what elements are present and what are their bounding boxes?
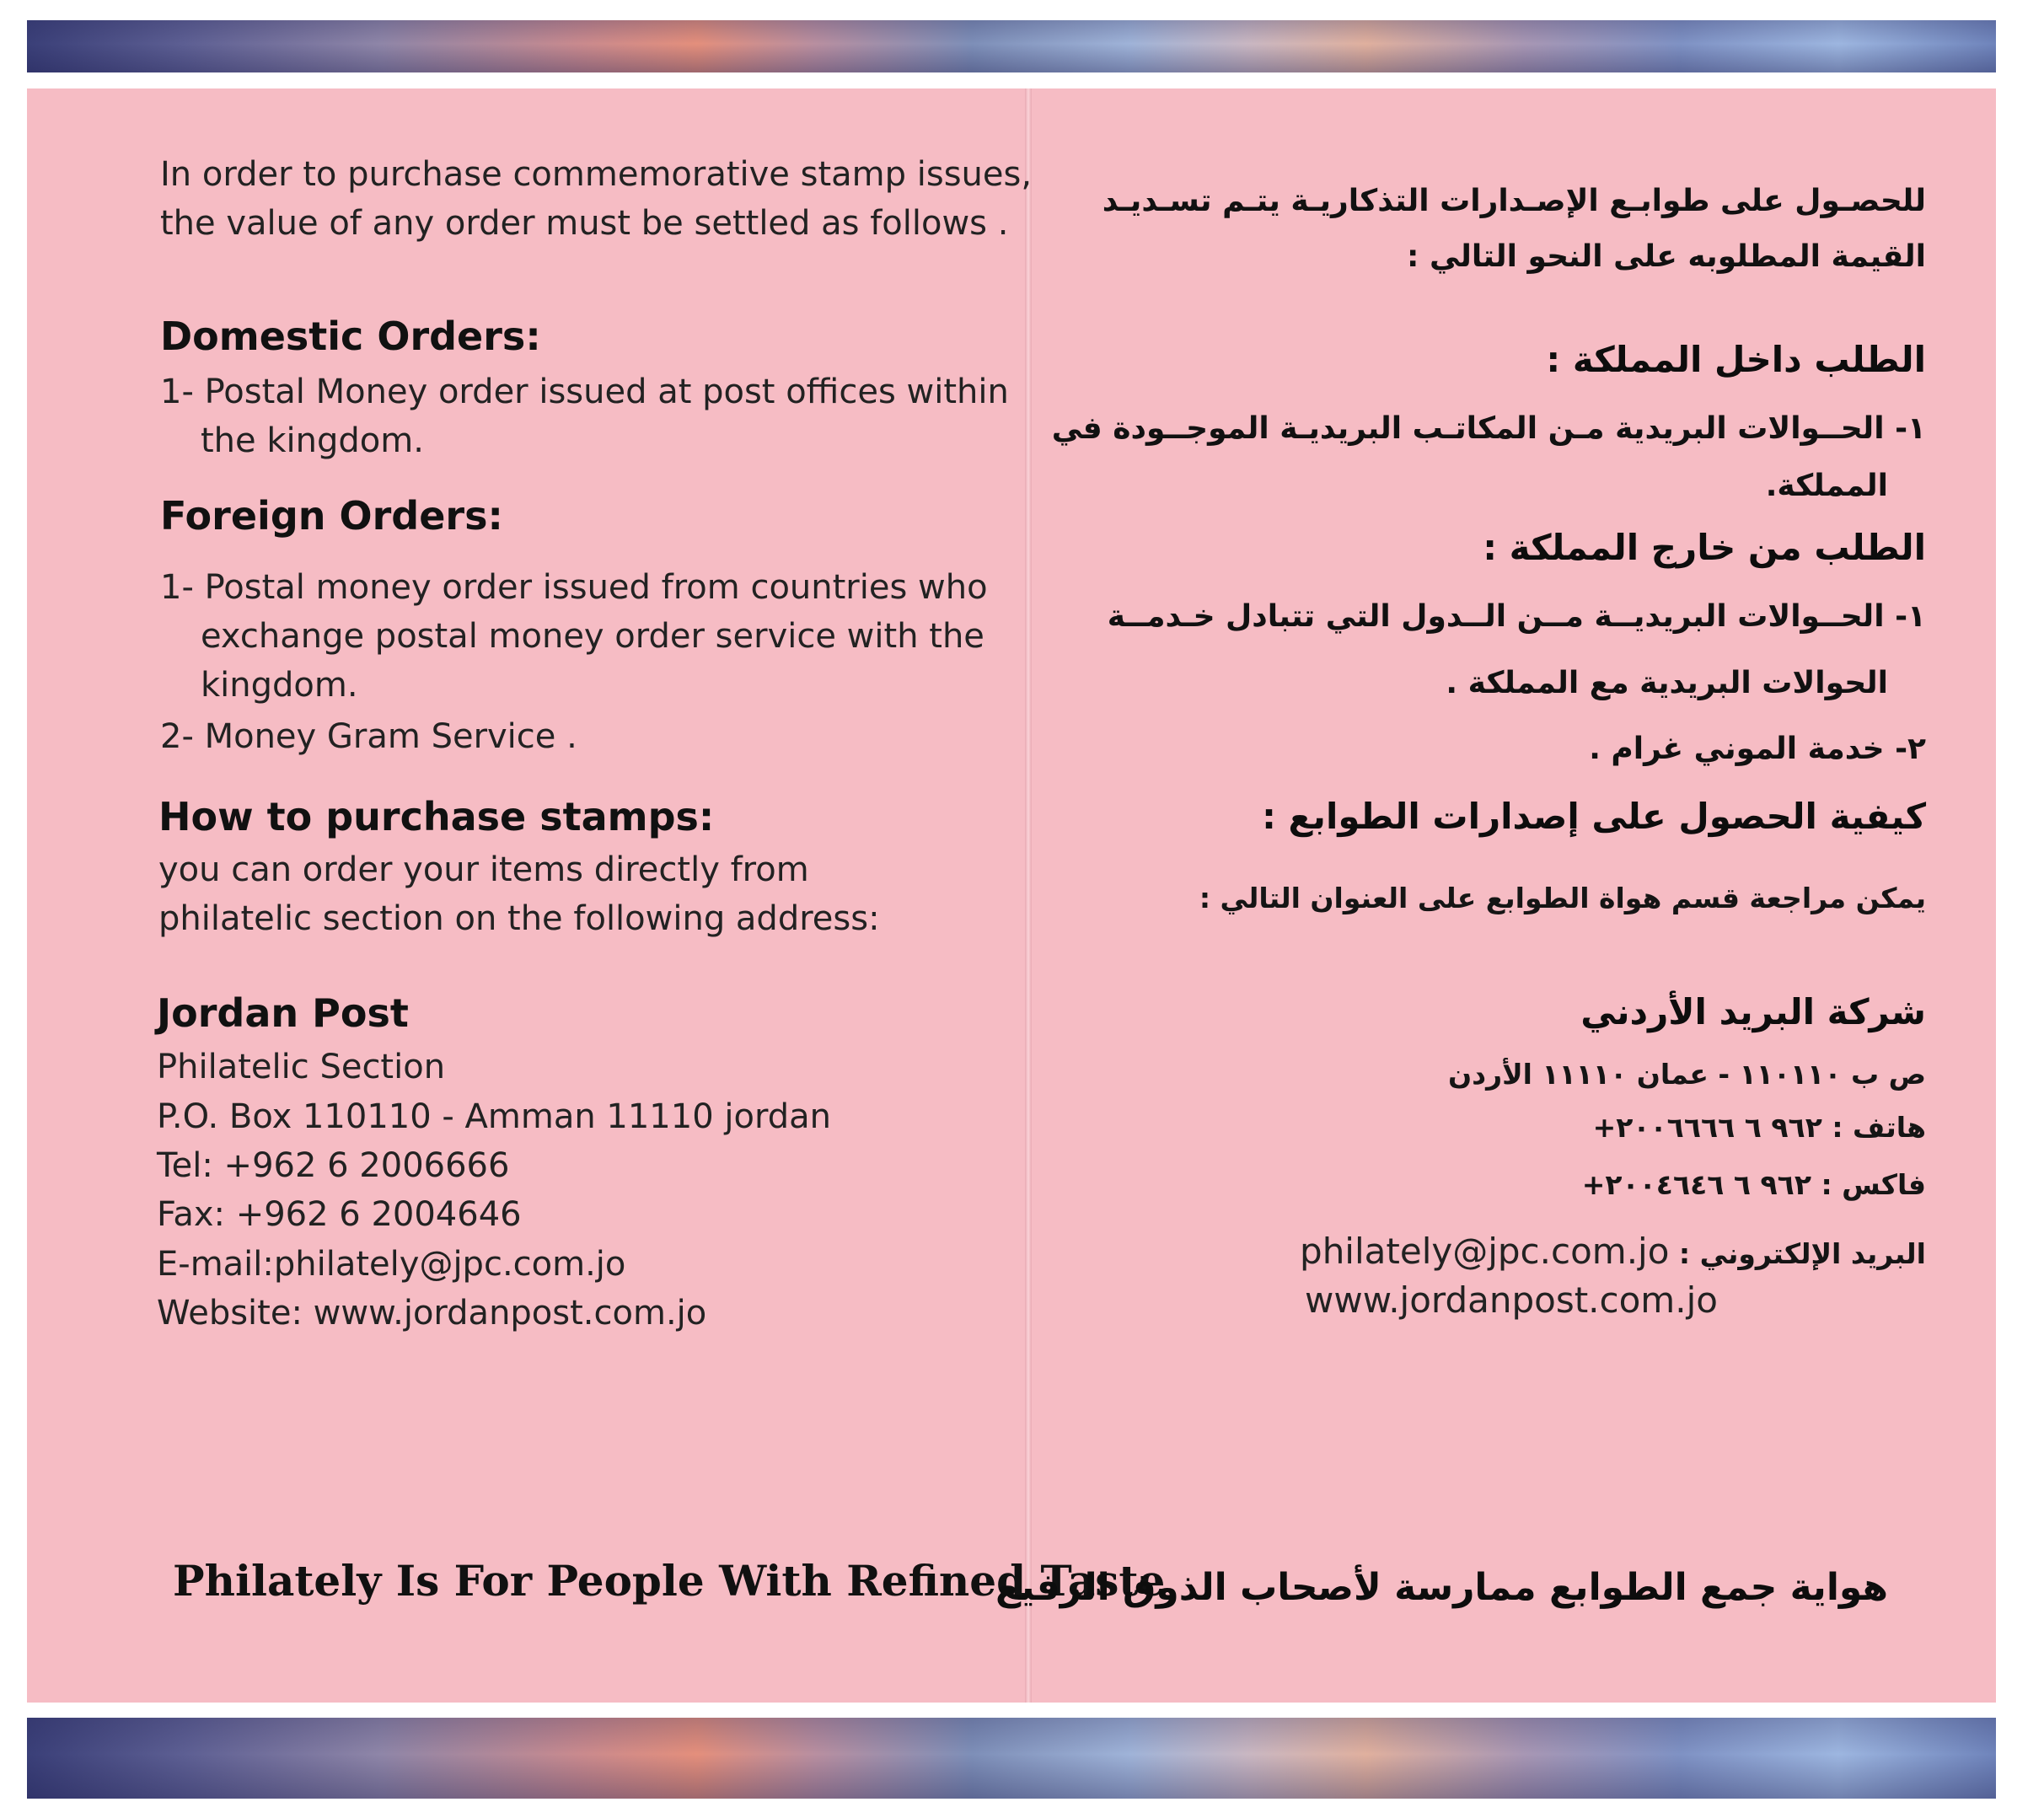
- ar-phone-label: هاتف :: [1832, 1111, 1926, 1144]
- foreign-orders-heading: Foreign Orders:: [160, 493, 503, 539]
- how-to-line2: philatelic section on the following address:: [158, 899, 880, 938]
- fax-line: Fax: +962 6 2004646: [157, 1195, 522, 1234]
- domestic-item-line2: the kingdom.: [201, 421, 424, 460]
- website-line: Website: www.jordanpost.com.jo: [157, 1294, 707, 1333]
- foreign-item2: 2- Money Gram Service .: [160, 717, 577, 756]
- ar-org-name: شركة البريد الأردني: [1580, 991, 1926, 1032]
- ar-domestic-line1: ١- الحــوالات البريدية مـن المكاتـب البريديـة الموجــودة في: [1051, 411, 1926, 446]
- arabic-motto: هواية جمع الطوابع ممارسة لأصحاب الذوق الرفيع: [995, 1566, 1888, 1609]
- ar-foreign-line1: ١- الحــوالات البريديــة مــن الــدول التي تتبادل خـدمــة: [1107, 599, 1926, 634]
- ar-intro-line2: القيمة المطلوبه على النحو التالي :: [1407, 239, 1926, 274]
- org-name: Jordan Post: [157, 990, 409, 1036]
- ar-foreign-item2: ٢- خدمة الموني غرام .: [1589, 732, 1926, 766]
- fold-line: [1025, 88, 1032, 1703]
- section-name: Philatelic Section: [157, 1048, 446, 1086]
- ar-domestic-line2: المملكة.: [1765, 469, 1888, 503]
- ar-intro-line1: للحصـول على طوابـع الإصـدارات التذكاريـة يتـم تسـديـد: [1102, 184, 1926, 218]
- english-motto: Philately Is For People With Refined Taste: [173, 1556, 1166, 1606]
- ar-fax-value: +٩٦٢ ٦ ٢٠٠٤٦٤٦: [1581, 1168, 1811, 1201]
- how-to-purchase-heading: How to purchase stamps:: [158, 794, 715, 839]
- foreign-item1-line1: 1- Postal money order issued from countries who: [160, 568, 988, 607]
- ar-po-box: ص ب ١١٠١١٠ - عمان ١١١١٠ الأردن: [1448, 1058, 1926, 1091]
- ar-howto-line1: يمكن مراجعة قسم هواة الطوابع على العنوان التالي :: [1199, 882, 1926, 914]
- ar-foreign-line2: الحوالات البريدية مع المملكة .: [1446, 666, 1888, 700]
- ar-foreign-heading: الطلب من خارج المملكة :: [1483, 527, 1926, 568]
- ar-email-label: البريد الإلكتروني :: [1678, 1237, 1926, 1270]
- domestic-orders-heading: Domestic Orders:: [160, 314, 541, 359]
- ar-phone-value: +٩٦٢ ٦ ٢٠٠٦٦٦٦: [1592, 1111, 1822, 1144]
- email-line: E-mail:philately@jpc.com.jo: [157, 1245, 626, 1284]
- ar-website: www.jordanpost.com.jo: [1305, 1279, 1718, 1321]
- foreign-item1-line2: exchange postal money order service with the: [201, 617, 984, 656]
- ar-fax-line: [1083, 1168, 1926, 1201]
- how-to-line1: you can order your items directly from: [158, 850, 809, 889]
- ar-howto-heading: كيفية الحصول على إصدارات الطوابع :: [1262, 796, 1926, 837]
- bottom-decorative-band: [27, 1718, 1996, 1799]
- foreign-item1-line3: kingdom.: [201, 666, 358, 705]
- intro-text-line2: the value of any order must be settled as follows .: [160, 204, 1009, 243]
- ar-fax-label: فاكس :: [1821, 1168, 1926, 1201]
- domestic-item-line1: 1- Postal Money order issued at post offices within: [160, 373, 1009, 411]
- intro-text-line1: In order to purchase commemorative stamp issues,: [160, 155, 1033, 194]
- ar-domestic-heading: الطلب داخل المملكة :: [1546, 339, 1926, 380]
- ar-phone-line: [1083, 1111, 1926, 1144]
- top-decorative-band: [27, 20, 1996, 72]
- po-box: P.O. Box 110110 - Amman 11110 jordan: [157, 1097, 831, 1136]
- tel-line: Tel: +962 6 2006666: [157, 1146, 510, 1185]
- ar-email-value: philately@jpc.com.jo: [1300, 1231, 1670, 1272]
- ar-email-line: [1083, 1227, 1926, 1276]
